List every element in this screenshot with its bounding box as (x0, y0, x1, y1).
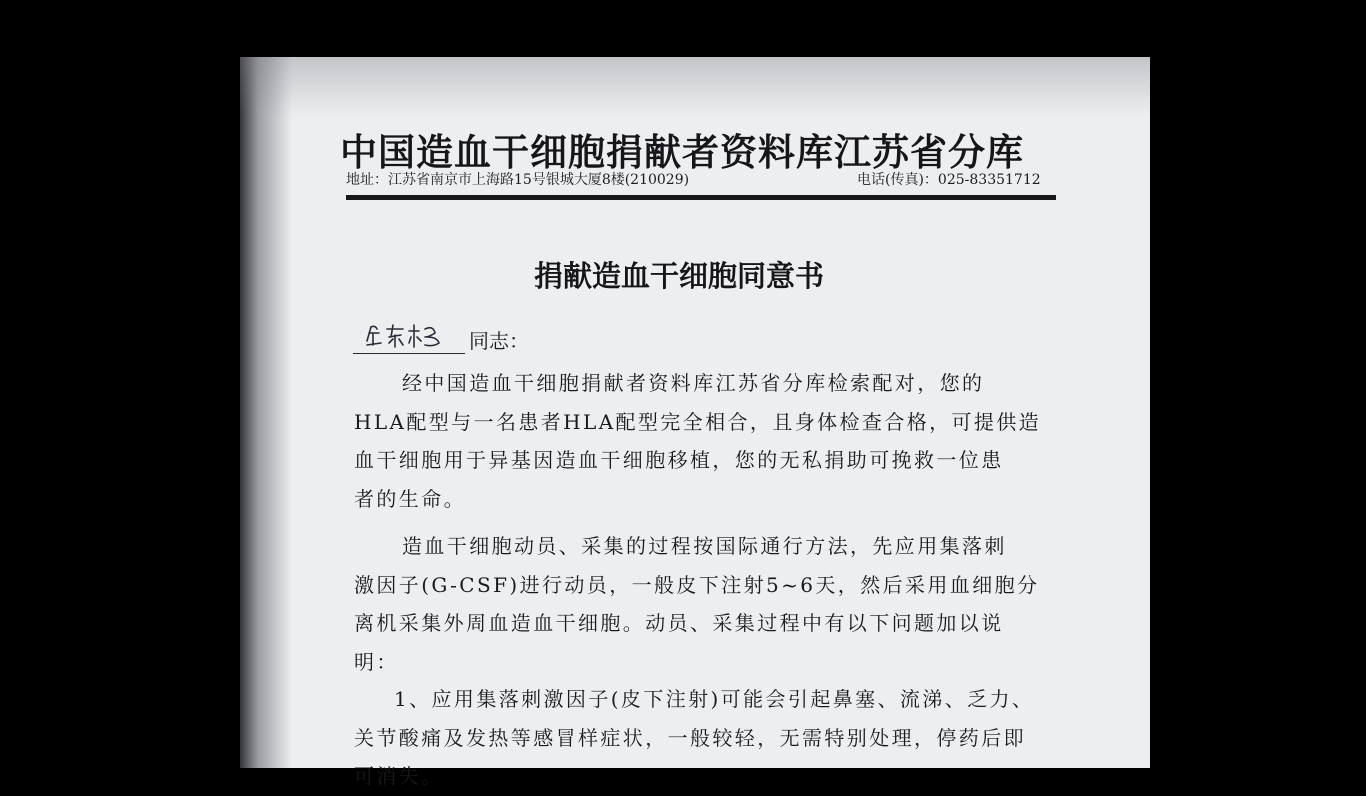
text-line: 血干细胞用于异基因造血干细胞移植，您的无私捐助可挽救一位患 (354, 448, 1004, 472)
text-line: HLA配型与一名患者HLA配型完全相合，且身体检查合格，可提供造 (354, 409, 1042, 434)
text-line: 离机采集外周血造血干细胞。动员、采集过程中有以下问题加以说 (354, 611, 1004, 635)
text-line: 1、应用集落刺激因子(皮下注射)可能会引起鼻塞、流涕、乏力、 (394, 687, 1035, 711)
text-line: 者的生命。 (354, 486, 466, 511)
text-line: 激因子(G-CSF)进行动员，一般皮下注射5~6天，然后采用血细胞分 (354, 572, 1040, 597)
salutation (353, 317, 529, 357)
letterhead-phone: 电话(传真)：025-83351712 (857, 172, 1041, 188)
consent-form-paper (240, 57, 1150, 788)
salutation-text: 同志： (469, 329, 529, 353)
paragraph-3 (354, 680, 1054, 796)
text-line: 造血干细胞动员、采集的过程按国际通行方法，先应用集落刺 (402, 534, 1007, 558)
text-line: 关节酸痛及发热等感冒样症状，一般较轻，无需特别处理，停药后即 (354, 725, 1026, 750)
letterhead-title: 中国造血干细胞捐献者资料库江苏省分库 (340, 130, 1024, 174)
paragraph-1 (354, 364, 1054, 518)
document-title: 捐献造血干细胞同意书 (534, 259, 825, 293)
text-line: 可消失。 (354, 764, 444, 788)
text-line: 经中国造血干细胞捐献者资料库江苏省分库检索配对，您的 (402, 371, 985, 395)
letterhead-rule (346, 195, 1056, 200)
recipient-name-field (353, 317, 465, 354)
letterhead-address: 地址：江苏省南京市上海路15号银城大厦8楼(210029) (346, 172, 690, 188)
text-line: 明： (354, 649, 399, 674)
handwritten-signature (363, 319, 453, 351)
paragraph-2 (354, 527, 1054, 681)
